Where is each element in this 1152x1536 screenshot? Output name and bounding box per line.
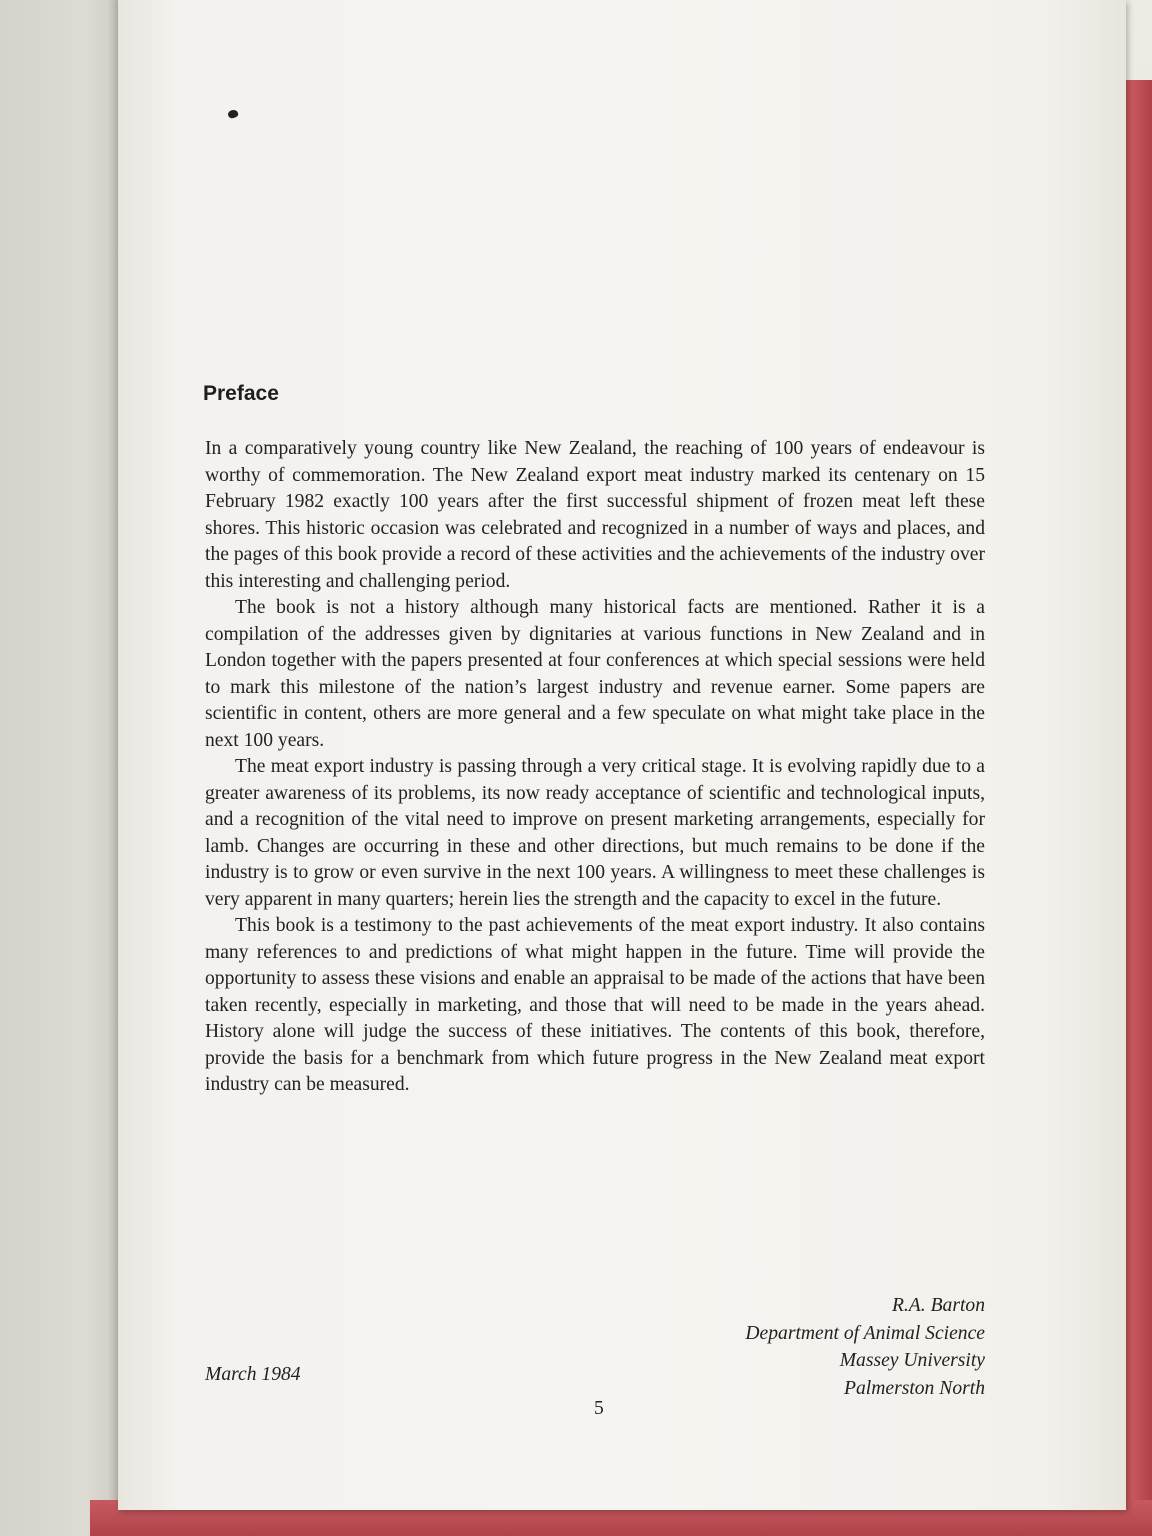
paragraph: The meat export industry is passing through a very critical stage. It is evolving rapidly due to a greater awareness of its problems, its now ready acceptance of scientific and technological inputs, and a recognition of the vital need to improve on present marketing arrangements, especially for lamb. Changes are occurring in these and other directions, but much remains to be done if the industry is to grow or even survive in the next 100 years. A willingness to meet these challenges is very apparent in many quarters; herein lies the strength and the capacity to excel in the future. bbox=[205, 756, 985, 910]
page-heading: Preface bbox=[203, 382, 279, 405]
preface-date: March 1984 bbox=[205, 1364, 301, 1385]
facing-page-edge bbox=[0, 0, 120, 1536]
author-name: R.A. Barton bbox=[891, 1295, 985, 1316]
ink-speck bbox=[227, 109, 239, 120]
author-university: Massey University bbox=[839, 1350, 985, 1371]
paragraph: In a comparatively young country like New Zealand, the reaching of 100 years of endeavour is worthy of commemoration. The New Zealand export meat industry marked its centenary on 15 February 1982 exactly 100 years after the first successful shipment of frozen meat left these shores. This historic occasion was celebrated and recognized in a number of ways and places, and the pages of this book provide a record of these activities and the achievements of the industry over this interesting and challenging period. bbox=[205, 438, 985, 592]
preface-body bbox=[205, 436, 985, 1099]
book-page bbox=[118, 0, 1126, 1510]
author-signature-block bbox=[638, 1292, 985, 1402]
paragraph: The book is not a history although many historical facts are mentioned. Rather it is a compilation of the addresses given by dignitaries at various functions in New Zealand and in London together with the papers presented at four conferences at which special sessions were held to mark this milestone of the nation’s largest industry and revenue earner. Some papers are scientific in content, others are more general and a few speculate on what might take place in the next 100 years. bbox=[205, 597, 985, 751]
author-city: Palmerston North bbox=[844, 1377, 985, 1399]
paragraph: This book is a testimony to the past achievements of the meat export industry. It also contains many references to and predictions of what might happen in the future. Time will provide the opportunity to assess these visions and enable an appraisal to be made of the actions that have been taken recently, especially in marketing, and those that will need to be made in the years ahead. History alone will judge the success of these initiatives. The contents of this book, therefore, provide the basis for a benchmark from which future progress in the New Zealand meat export industry can be measured. bbox=[205, 915, 985, 1095]
page-number: 5 bbox=[594, 1398, 604, 1419]
author-department: Department of Animal Science bbox=[745, 1322, 985, 1344]
